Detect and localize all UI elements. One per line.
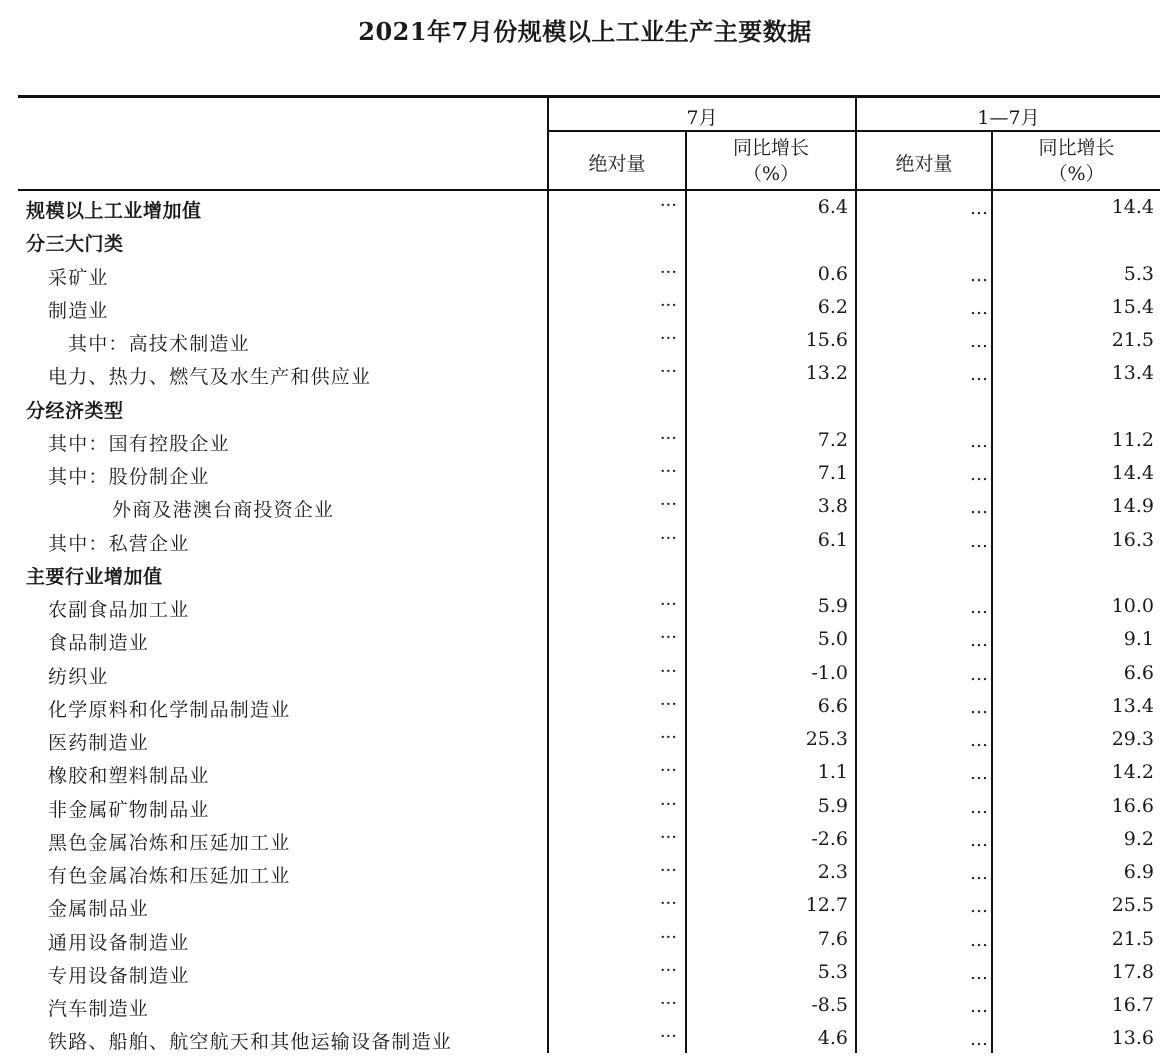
- header-growth-2: [993, 135, 1160, 187]
- table-row: [18, 791, 1160, 824]
- growth-value-month: 0.6: [817, 262, 848, 285]
- growth-value-month: 5.3: [817, 960, 848, 983]
- abs-value-month: ···: [659, 860, 677, 881]
- abs-value-ytd: …: [970, 331, 988, 352]
- growth-value-ytd: 6.9: [1123, 861, 1154, 883]
- abs-value-ytd: …: [970, 430, 988, 452]
- growth-value-month: 7.6: [817, 927, 848, 950]
- growth-value-month: 4.6: [817, 1027, 848, 1050]
- table-row: [18, 857, 1160, 890]
- abs-value-ytd: …: [970, 364, 988, 386]
- table-row: [18, 890, 1160, 923]
- growth-value-month: 6.6: [817, 694, 848, 717]
- abs-value-month: ···: [659, 1026, 677, 1048]
- table-row: [18, 591, 1160, 624]
- row-label: 制造业: [48, 299, 109, 322]
- header-bottom-rule: [18, 189, 1160, 191]
- abs-value-ytd: …: [970, 763, 988, 785]
- growth-value-month: -8.5: [811, 994, 848, 1016]
- table-row: [18, 325, 1160, 358]
- section-heading: 分经济类型: [26, 399, 124, 422]
- abs-value-month: ···: [659, 195, 677, 216]
- header-growth-1-unit: （%）: [742, 163, 800, 185]
- table-row: [18, 624, 1160, 657]
- row-label: 金属制品业: [48, 898, 150, 921]
- row-label: 其中：高技术制造业: [68, 333, 250, 355]
- abs-value-ytd: …: [970, 663, 988, 685]
- growth-value-ytd: 14.4: [1111, 196, 1154, 218]
- abs-value-ytd: …: [970, 829, 988, 851]
- growth-value-ytd: 14.9: [1111, 495, 1154, 518]
- growth-value-ytd: 6.6: [1123, 661, 1154, 684]
- table-row: [18, 658, 1160, 691]
- growth-value-month: 15.6: [805, 329, 848, 351]
- abs-value-ytd: …: [970, 896, 988, 918]
- table-row: [18, 225, 1160, 258]
- row-label: 通用设备制造业: [48, 931, 190, 954]
- growth-value-ytd: 11.2: [1111, 428, 1154, 451]
- growth-value-ytd: 15.4: [1111, 295, 1154, 318]
- abs-value-month: ···: [659, 328, 677, 349]
- abs-value-month: ···: [659, 427, 677, 449]
- table-row: [18, 558, 1160, 591]
- table-row: [18, 392, 1160, 425]
- header-abs-2: 绝对量: [895, 153, 953, 175]
- table-row: [18, 757, 1160, 790]
- abs-value-month: ···: [659, 826, 677, 848]
- abs-value-ytd: …: [970, 497, 988, 519]
- row-label: 橡胶和塑料制品业: [48, 765, 210, 788]
- abs-value-ytd: …: [970, 198, 988, 219]
- growth-value-month: 3.8: [817, 495, 848, 518]
- page-title: 2021年7月份规模以上工业生产主要数据: [358, 17, 812, 46]
- header-period-1: 7月: [686, 107, 718, 129]
- growth-value-month: 6.4: [817, 196, 848, 218]
- growth-value-ytd: 14.2: [1111, 761, 1154, 784]
- table-row: [18, 1023, 1160, 1056]
- growth-value-ytd: 16.3: [1111, 528, 1154, 551]
- growth-value-ytd: 13.4: [1111, 362, 1154, 385]
- growth-value-ytd: 5.3: [1123, 262, 1154, 285]
- growth-value-month: 5.9: [817, 794, 848, 817]
- abs-value-ytd: …: [970, 962, 988, 984]
- abs-value-month: ···: [659, 893, 677, 915]
- row-label: 其中：国有控股企业: [48, 432, 230, 455]
- abs-value-ytd: …: [970, 696, 988, 718]
- row-label: 专用设备制造业: [48, 964, 190, 987]
- growth-value-ytd: 16.6: [1111, 794, 1154, 817]
- growth-value-month: 1.1: [817, 761, 848, 784]
- table-row: [18, 924, 1160, 957]
- table-row: [18, 691, 1160, 724]
- header-period-2: 1—7月: [977, 107, 1040, 129]
- abs-value-month: ···: [659, 660, 677, 682]
- row-label: 化学原料和化学制品制造业: [48, 698, 291, 721]
- abs-value-ytd: …: [970, 597, 988, 618]
- growth-value-ytd: 13.6: [1111, 1027, 1154, 1050]
- growth-value-month: 12.7: [805, 894, 848, 917]
- abs-value-month: ···: [659, 693, 677, 715]
- growth-value-ytd: 17.8: [1111, 960, 1154, 983]
- abs-value-month: ···: [659, 627, 677, 649]
- row-label: 铁路、船舶、航空航天和其他运输设备制造业: [48, 1031, 453, 1054]
- row-label: 纺织业: [48, 665, 109, 688]
- growth-value-ytd: 21.5: [1111, 927, 1154, 950]
- growth-value-ytd: 21.5: [1111, 329, 1154, 351]
- header-growth-1-label: 同比增长: [732, 137, 809, 159]
- abs-value-month: ···: [659, 959, 677, 981]
- row-label: 电力、热力、燃气及水生产和供应业: [48, 366, 372, 389]
- row-label: 其中：私营企业: [48, 532, 190, 555]
- abs-value-ytd: …: [970, 996, 988, 1017]
- table-row: [18, 292, 1160, 325]
- header-growth-1: [687, 135, 855, 187]
- growth-value-month: 7.1: [817, 462, 848, 484]
- growth-value-ytd: 14.4: [1111, 462, 1154, 484]
- growth-value-month: 13.2: [805, 362, 848, 385]
- abs-value-ytd: …: [970, 297, 988, 319]
- section-heading: 分三大门类: [26, 233, 124, 256]
- growth-value-month: 25.3: [805, 728, 848, 750]
- row-label: 农副食品加工业: [48, 599, 190, 621]
- abs-value-ytd: …: [970, 1029, 988, 1051]
- row-label: 采矿业: [48, 266, 109, 289]
- growth-value-ytd: 10.0: [1111, 595, 1154, 617]
- growth-value-month: 2.3: [817, 861, 848, 883]
- table-top-rule: [18, 95, 1160, 98]
- header-growth-2-unit: （%）: [1048, 163, 1105, 185]
- header-abs-1: 绝对量: [588, 153, 646, 175]
- table-row: [18, 957, 1160, 990]
- table-row: [18, 525, 1160, 558]
- abs-value-ytd: …: [970, 929, 988, 951]
- growth-value-ytd: 9.1: [1123, 628, 1154, 651]
- growth-value-month: -1.0: [811, 661, 848, 684]
- growth-value-ytd: 25.5: [1111, 894, 1154, 917]
- abs-value-month: ···: [659, 793, 677, 815]
- row-label: 医药制造业: [48, 732, 150, 754]
- abs-value-month: ···: [659, 993, 677, 1014]
- row-label: 有色金属冶炼和压延加工业: [48, 865, 291, 887]
- table-row: [18, 259, 1160, 292]
- abs-value-month: ···: [659, 494, 677, 516]
- growth-value-month: 5.9: [817, 595, 848, 617]
- abs-value-ytd: …: [970, 796, 988, 818]
- table-row: [18, 192, 1160, 225]
- growth-value-month: -2.6: [811, 827, 848, 850]
- row-label: 食品制造业: [48, 632, 150, 655]
- row-label: 汽车制造业: [48, 998, 150, 1020]
- section-heading: 规模以上工业增加值: [26, 200, 202, 222]
- section-heading: 主要行业增加值: [26, 565, 163, 588]
- abs-value-month: ···: [659, 361, 677, 383]
- abs-value-ytd: …: [970, 730, 988, 751]
- abs-value-month: ···: [659, 261, 677, 283]
- growth-value-month: 7.2: [817, 428, 848, 451]
- abs-value-month: ···: [659, 727, 677, 748]
- row-label: 非金属矿物制品业: [48, 798, 210, 821]
- row-label: 外商及港澳台商投资企业: [112, 499, 335, 522]
- table-row: [18, 724, 1160, 757]
- abs-value-month: ···: [659, 926, 677, 948]
- header-growth-2-label: 同比增长: [1038, 137, 1115, 159]
- table-row: [18, 491, 1160, 524]
- abs-value-ytd: …: [970, 530, 988, 552]
- abs-value-month: ···: [659, 760, 677, 782]
- growth-value-ytd: 16.7: [1111, 994, 1154, 1016]
- growth-value-month: 6.1: [817, 528, 848, 551]
- table-row: [18, 824, 1160, 857]
- table-row: [18, 425, 1160, 458]
- growth-value-month: 5.0: [817, 628, 848, 651]
- abs-value-month: ···: [659, 594, 677, 615]
- abs-value-month: ···: [659, 527, 677, 549]
- table-row: [18, 990, 1160, 1023]
- abs-value-ytd: …: [970, 630, 988, 652]
- growth-value-ytd: 29.3: [1111, 728, 1154, 750]
- abs-value-ytd: …: [970, 264, 988, 286]
- header-period-rule: [547, 130, 1160, 132]
- abs-value-ytd: …: [970, 863, 988, 884]
- table-row: [18, 358, 1160, 391]
- growth-value-ytd: 9.2: [1123, 827, 1154, 850]
- abs-value-month: ···: [659, 461, 677, 482]
- growth-value-month: 6.2: [817, 295, 848, 318]
- abs-value-ytd: …: [970, 464, 988, 485]
- growth-value-ytd: 13.4: [1111, 694, 1154, 717]
- row-label: 黑色金属冶炼和压延加工业: [48, 831, 291, 854]
- table-row: [18, 458, 1160, 491]
- row-label: 其中：股份制企业: [48, 466, 210, 488]
- abs-value-month: ···: [659, 294, 677, 316]
